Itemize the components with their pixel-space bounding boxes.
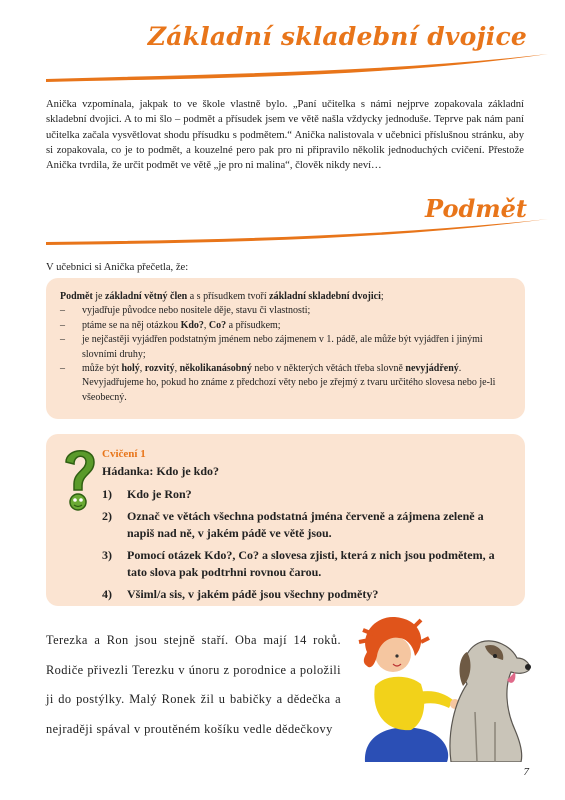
question-mark-icon: [60, 446, 100, 516]
page-number: 7: [523, 766, 529, 778]
title-swoosh-decoration: [0, 48, 565, 88]
exercise-item: 1) Kdo je Ron?: [102, 487, 192, 501]
chapter-title: Základní skladební dvojice: [147, 22, 527, 51]
exercise-item: 4) Všiml/a sis, v jakém pádě jsou všechny podměty?: [102, 587, 379, 601]
intro-paragraph: Anička vzpomínala, jakpak to ve škole vlastně bylo. „Paní učitelka s námi nejprve zopakovala základní skladební dvojici. A to mi šlo – podmět a přísudek jsem ve větě našla vždycky jednoduše. Teprve pak nám paní učitelka začala vysvětlovat shodu přísudku s podmětem.“ Anička nalistovala v učebnici příslušnou stránku, aby si zopakovala, co je to podmět, a kouzelné pero pak pro ni připravilo několik jednoduchých cvičení. Přestože Anička tvrdila, že určit podmět ve větě „je pro ni malina“, člověk nikdy neví…: [46, 99, 524, 172]
exercise-item: 3) Pomocí otázek Kdo?, Co? a slovesa zjisti, která z nich jsou podmětem, a tato slova pak podtrhni rovnou čarou.: [102, 548, 495, 579]
definition-item: – ptáme se na něj otázkou Kdo?, Co? a přísudkem;: [60, 319, 281, 331]
exercise-box: [46, 434, 525, 606]
girl-and-dog-illustration: [355, 612, 535, 762]
section-swoosh-decoration: [0, 216, 565, 250]
definition-item: – je nejčastěji vyjádřen podstatným jménem nebo zájmenem v 1. pádě, ale může být vyjádřen i jinými slovními druhy;: [60, 334, 483, 360]
exercise-title: Cvičení 1: [102, 448, 146, 460]
story-paragraph: Terezka a Ron jsou stejně staří. Oba mají 14 roků. Rodiče přivezli Terezku v únoru z porodnice a položili ji do postýlky. Malý Ronek žil u babičky a dědečka a nejraději spával v proutěném košíku vedle dědečkovy: [46, 633, 341, 736]
exercise-item: 2) Označ ve větách všechna podstatná jména červeně a zájmena zeleně a napiš nad ně, v jakém pádě ve větě jsou.: [102, 509, 484, 540]
definition-item: – vyjadřuje původce nebo nositele děje, stavu či vlastnosti;: [60, 305, 311, 317]
lead-sentence: V učebnici si Anička přečetla, že:: [46, 262, 189, 273]
section-title: Podmět: [425, 194, 527, 223]
definition-item: – může být holý, rozvitý, několikanásobný nebo v některých větách třeba slovně nevyjádřený. Nevyjadřujeme ho, pokud ho známe z předchozí věty nebo je zřejmý z tvaru určitého slovesa nebo je-li všeobecný.: [60, 363, 496, 403]
definition-box: [46, 278, 525, 419]
exercise-subtitle: Hádanka: Kdo je kdo?: [102, 464, 220, 478]
definition-first-line: Podmět je základní větný člen a s přísudkem tvoří základní skladební dvojici;: [60, 291, 384, 302]
